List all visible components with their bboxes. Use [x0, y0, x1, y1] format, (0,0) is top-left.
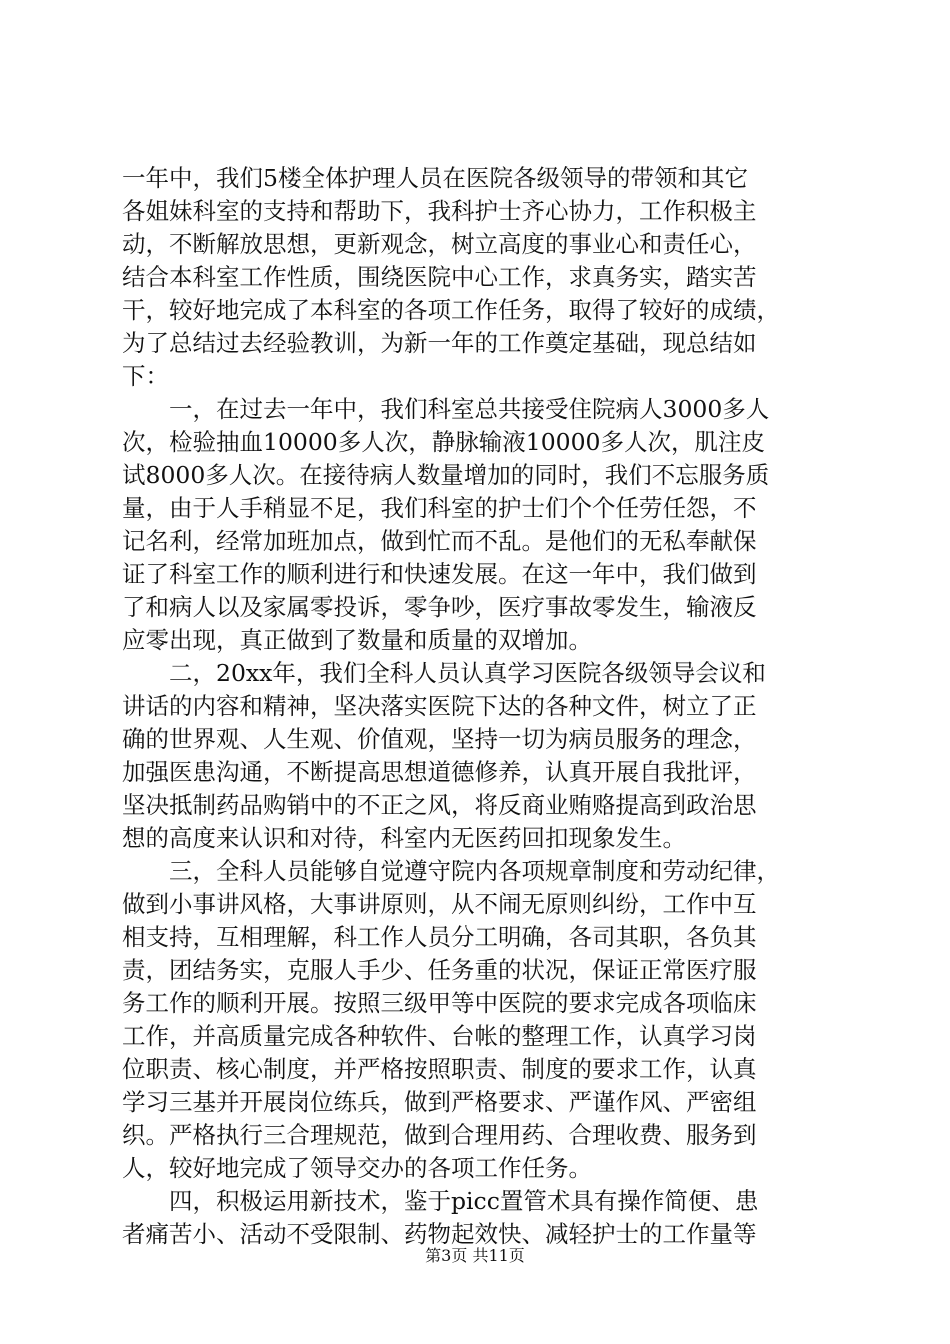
text-line: 相支持，互相理解，科工作人员分工明确，各司其职，各负其 — [122, 923, 757, 951]
text-line: 确的世界观、人生观、价值观，坚持一切为病员服务的理念， — [122, 725, 757, 753]
text-line: 讲话的内容和精神，坚决落实医院下达的各种文件，树立了正 — [122, 692, 757, 720]
text-line: 结合本科室工作性质，围绕医院中心工作，求真务实，踏实苦 — [122, 263, 757, 291]
text-line: 四，积极运用新技术，鉴于picc置管术具有操作简便、患 — [122, 1187, 759, 1215]
text-line: 各姐妹科室的支持和帮助下，我科护士齐心协力，工作积极主 — [122, 197, 757, 225]
text-line: 记名利，经常加班加点，做到忙而不乱。是他们的无私奉献保 — [122, 527, 757, 555]
text-line: 证了科室工作的顺利进行和快速发展。在这一年中，我们做到 — [122, 560, 757, 588]
text-line: 为了总结过去经验教训，为新一年的工作奠定基础，现总结如 — [122, 329, 757, 357]
text-line: 坚决抵制药品购销中的不正之风，将反商业贿赂提高到政治思 — [122, 791, 757, 819]
page-footer: 第3页 共11页 — [425, 1246, 525, 1265]
text-line: 织。严格执行三合理规范，做到合理用药、合理收费、服务到 — [122, 1121, 757, 1149]
text-line: 想的高度来认识和对待，科室内无医药回扣现象发生。 — [122, 824, 686, 852]
text-line: 工作，并高质量完成各种软件、台帐的整理工作，认真学习岗 — [122, 1022, 757, 1050]
text-line: 位职责、核心制度，并严格按照职责、制度的要求工作，认真 — [122, 1055, 757, 1083]
text-line: 学习三基并开展岗位练兵，做到严格要求、严谨作风、严密组 — [122, 1088, 757, 1116]
text-line: 做到小事讲风格，大事讲原则，从不闹无原则纠纷，工作中互 — [122, 890, 757, 918]
text-line: 加强医患沟通，不断提高思想道德修养，认真开展自我批评， — [122, 758, 757, 786]
text-line: 干，较好地完成了本科室的各项工作任务，取得了较好的成绩， — [122, 296, 780, 324]
text-line: 量，由于人手稍显不足，我们科室的护士们个个任劳任怨，不 — [122, 494, 757, 522]
text-line: 务工作的顺利开展。按照三级甲等中医院的要求完成各项临床 — [122, 989, 757, 1017]
text-line: 责，团结务实，克服人手少、任务重的状况，保证正常医疗服 — [122, 956, 757, 984]
text-line: 了和病人以及家属零投诉，零争吵，医疗事故零发生，输液反 — [122, 593, 757, 621]
document-body — [122, 162, 832, 1251]
text-line: 一，在过去一年中，我们科室总共接受住院病人3000多人 — [122, 395, 770, 423]
text-line: 下： — [122, 362, 169, 390]
text-line: 次，检验抽血10000多人次，静脉输液10000多人次，肌注皮 — [122, 428, 766, 456]
text-line: 一年中，我们5楼全体护理人员在医院各级领导的带领和其它 — [122, 164, 748, 192]
text-line: 动，不断解放思想，更新观念，树立高度的事业心和责任心， — [122, 230, 757, 258]
text-line: 者痛苦小、活动不受限制、药物起效快、减轻护士的工作量等 — [122, 1220, 757, 1248]
text-line: 应零出现，真正做到了数量和质量的双增加。 — [122, 626, 592, 654]
text-line: 试8000多人次。在接待病人数量增加的同时，我们不忘服务质 — [122, 461, 770, 489]
text-line: 三，全科人员能够自觉遵守院内各项规章制度和劳动纪律， — [122, 857, 780, 885]
text-line: 人，较好地完成了领导交办的各项工作任务。 — [122, 1154, 592, 1182]
text-line: 二，20xx年，我们全科人员认真学习医院各级领导会议和 — [122, 659, 766, 687]
